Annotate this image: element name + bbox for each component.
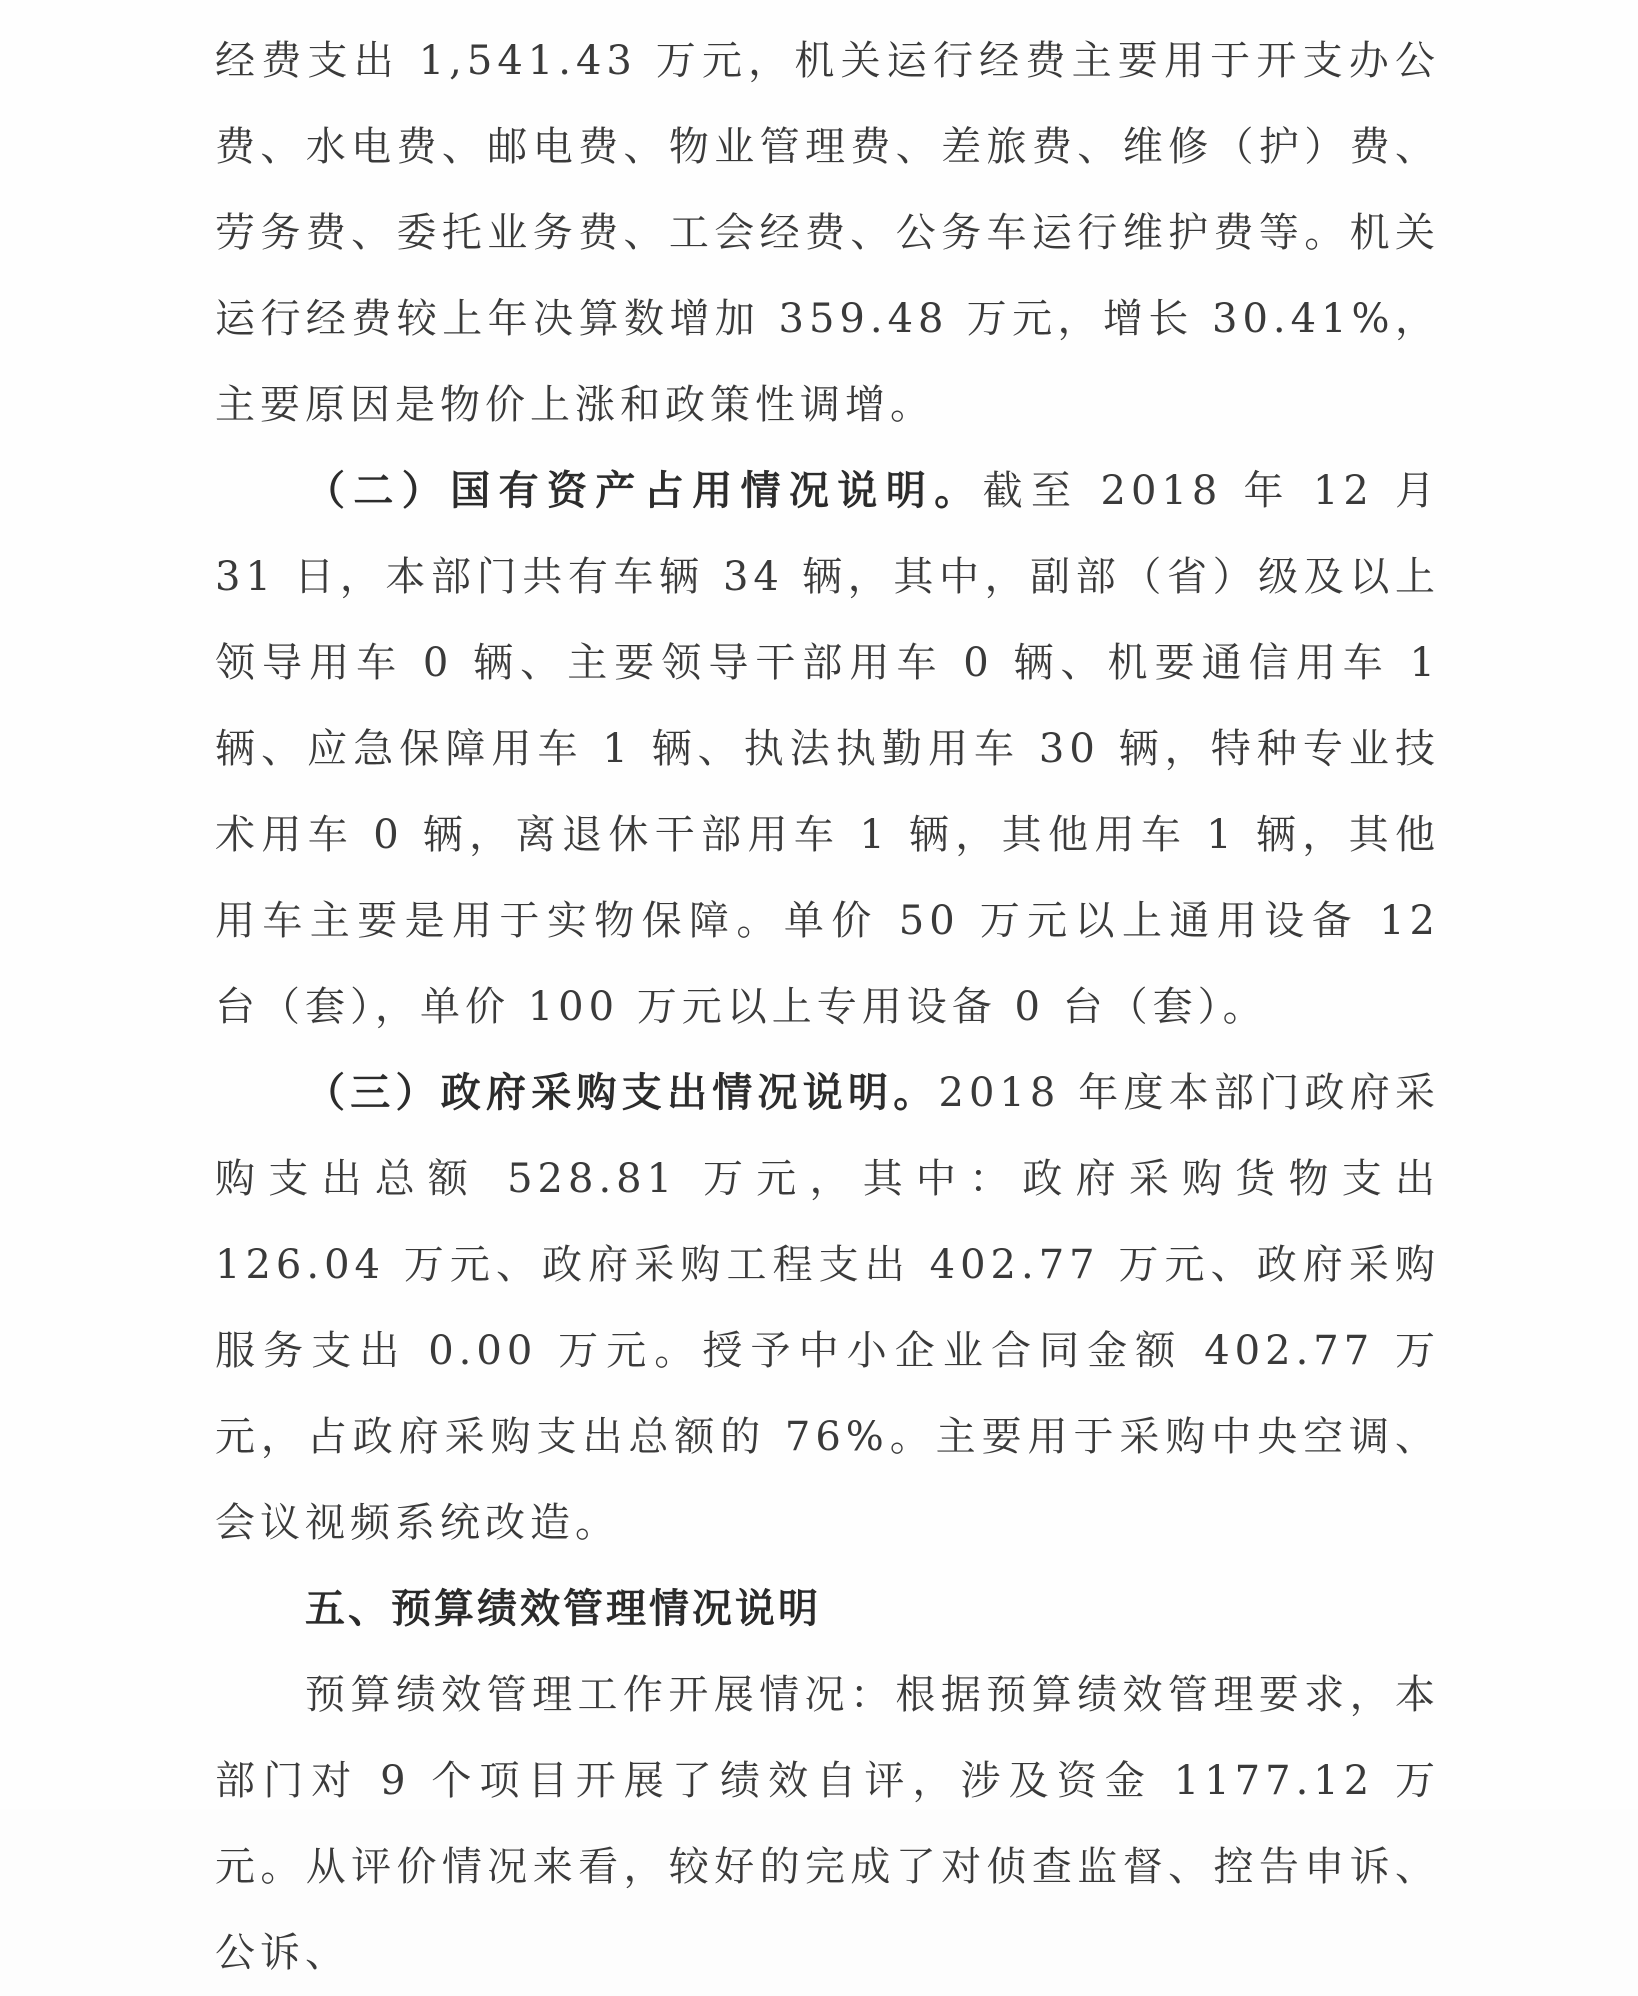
paragraph-state-assets (215, 448, 1440, 1050)
paragraph-government-procurement (215, 1050, 1440, 1566)
section-heading-performance-management: 五、预算绩效管理情况说明 (305, 1586, 821, 1632)
paragraph-operating-expenses: 经费支出 1,541.43 万元，机关运行经费主要用于开支办公费、水电费、邮电费、物业管理费、差旅费、维修（护）费、劳务费、委托业务费、工会经费、公务车运行维护费等。机关运行经费较上年决算数增加 359.48 万元，增长 30.41%，主要原因是物价上涨和政策性调增。 (215, 38, 1440, 428)
document-body (215, 18, 1440, 1996)
state-assets-lead-heading: （二）国有资产占用情况说明。 (305, 467, 983, 514)
procurement-body-text: 2018 年度本部门政府采购支出总额 528.81 万元，其中：政府采购货物支出 126.04 万元、政府采购工程支出 402.77 万元、政府采购服务支出 0.00 万元。授予中小企业合同金额 402.77 万元，占政府采购支出总额的 76%。主要用于采购中央空调、会议视频系统改造。 (215, 1070, 1441, 1546)
paragraph-performance-management: 预算绩效管理工作开展情况：根据预算绩效管理要求，本部门对 9 个项目开展了绩效自评，涉及资金 1177.12 万元。从评价情况来看，较好的完成了对侦查监督、控告申诉、公诉、 (215, 1672, 1440, 1976)
procurement-lead-heading: （三）政府采购支出情况说明。 (305, 1069, 939, 1116)
state-assets-body-text: 截至 2018 年 12 月 31 日，本部门共有车辆 34 辆，其中，副部（省）级及以上领导用车 0 辆、主要领导干部用车 0 辆、机要通信用车 1 辆、应急保障用车 1 辆、执法执勤用车 30 辆，特种专业技术用车 0 辆，离退休干部用车 1 辆，其他用车 1 辆，其他用车主要是用于实物保障。单价 50 万元以上通用设备 12 台（套），单价 100 万元以上专用设备 0 台（套）。 (215, 468, 1440, 1030)
